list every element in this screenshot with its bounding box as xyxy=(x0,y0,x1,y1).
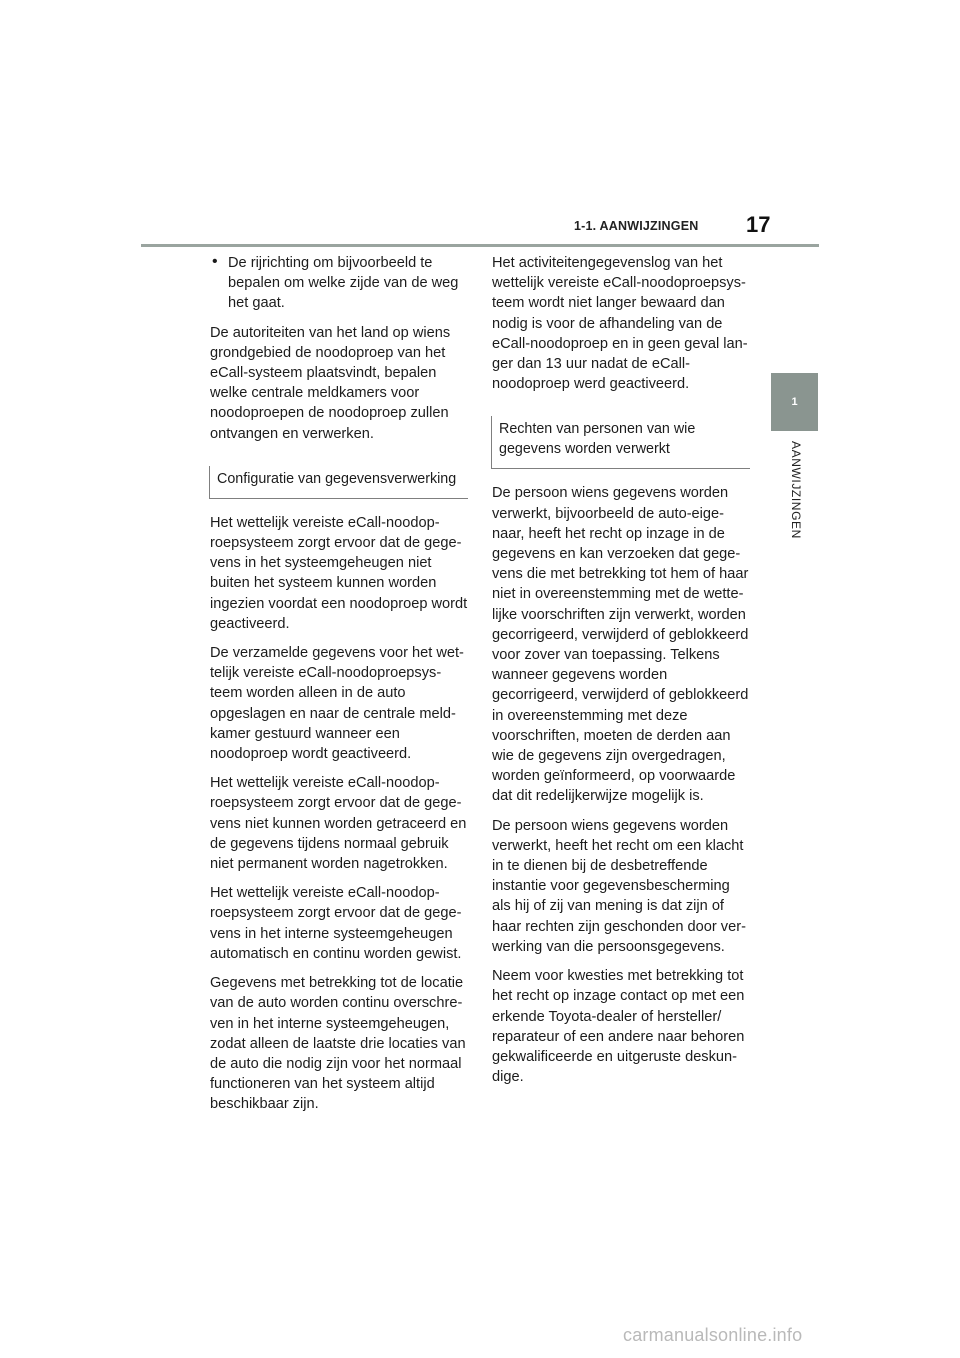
header-section-title: 1-1. AANWIJZINGEN xyxy=(574,219,699,233)
right-column xyxy=(492,253,750,1096)
chapter-tab xyxy=(771,373,818,431)
paragraph: Het wettelijk vereiste eCall-noodoproepsysteem zorgt ervoor dat de gegevens in het interne systeemgeheugen automatisch en continu worden gewist. xyxy=(210,885,462,962)
paragraph: Gegevens met betrekking tot de locatie van de auto worden continu overschreven in het interne systeemgeheugen, zodat alleen de laatste drie locaties van de auto die nodig zijn voor het normaal functioneren van het systeem altijd beschikbaar zijn. xyxy=(210,975,466,1113)
paragraph: Het wettelijk vereiste eCall-noodoproepsysteem zorgt ervoor dat de gegevens niet kunnen worden getraceerd en de gegevens tijdens normaal gebruik niet permanent worden nagetrokken. xyxy=(210,775,467,873)
paragraph: Het wettelijk vereiste eCall-noodoproepsysteem zorgt ervoor dat de gegevens in het systeemgeheugen niet buiten het systeem kunnen worden ingezien voordat een noodoproep wordt geactiveerd. xyxy=(210,514,468,632)
watermark: carmanualsonline.info xyxy=(623,1325,803,1345)
chapter-tab-label: AANWIJZINGEN xyxy=(789,441,803,539)
paragraph: De persoon wiens gegevens worden verwerkt, heeft het recht om een klacht in te dienen bij de desbetreffende instantie voor gegevensbescherming als hij of zij van mening is dat zijn of haar rechten zijn geschonden door verwerking van die persoonsgegevens. xyxy=(492,817,746,955)
chapter-tab-number: 1 xyxy=(791,396,798,408)
bullet-text: De rijrichting om bijvoorbeeld te bepalen om welke zijde van de weg het gaat. xyxy=(228,255,459,312)
bullet-dot-icon: • xyxy=(212,253,218,270)
section-heading-rechten: Rechten van personen van wie gegevens worden verwerkt xyxy=(491,416,750,469)
left-column xyxy=(210,253,468,1124)
section-heading-configuratie: Configuratie van gegevensverwerking xyxy=(209,466,468,499)
paragraph: De persoon wiens gegevens worden verwerkt, bijvoorbeeld de auto-eigenaar, heeft het recht op inzage in de gegevens en kan verzoeken dat gegevens die met betrekking tot hem of haar niet in overeenstemming met de wettelijke voorschriften zijn verwerkt, worden gecorrigeerd, verwijderd of geblokkeerd voor zover van toepassing. Telkens wanneer gegevens worden gecorrigeerd, verwijderd of geblokkeerd in overeenstemming met deze voorschriften, moeten de derden aan wie de gegevens zijn overgedragen, worden geïnformeerd, op voorwaarde dat dit redelijkerwijze mogelijk is. xyxy=(492,485,749,805)
paragraph-authorities: De autoriteiten van het land op wiens grondgebied de noodoproep van het eCall-systeem plaatsvindt, bepalen welke centrale meldkamers voor noodoproepen de noodoproep zullen ontvangen en verwerken. xyxy=(210,324,451,442)
paragraph: De verzamelde gegevens voor het wettelijk vereiste eCall-noodoproepsysteem worden alleen in de auto opgeslagen en naar de centrale meldkamer gestuurd wanneer een noodoproep wordt geactiveerd. xyxy=(210,645,464,763)
header-divider xyxy=(141,244,819,247)
bullet-item xyxy=(210,253,468,314)
page-number: 17 xyxy=(746,212,771,237)
paragraph: Neem voor kwesties met betrekking tot het recht op inzage contact op met een erkende Toyota-dealer of hersteller/ reparateur of een andere naar behoren gekwalificeerde en uitgeruste deskundige. xyxy=(492,968,745,1086)
paragraph-log: Het activiteitengegevenslog van het wettelijk vereiste eCall-noodoproepsysteem wordt niet langer bewaard dan nodig is voor de afhandeling van de eCall-noodoproep en in geen geval langer dan 13 uur nadat de eCall-noodoproep werd geactiveerd. xyxy=(492,255,748,393)
